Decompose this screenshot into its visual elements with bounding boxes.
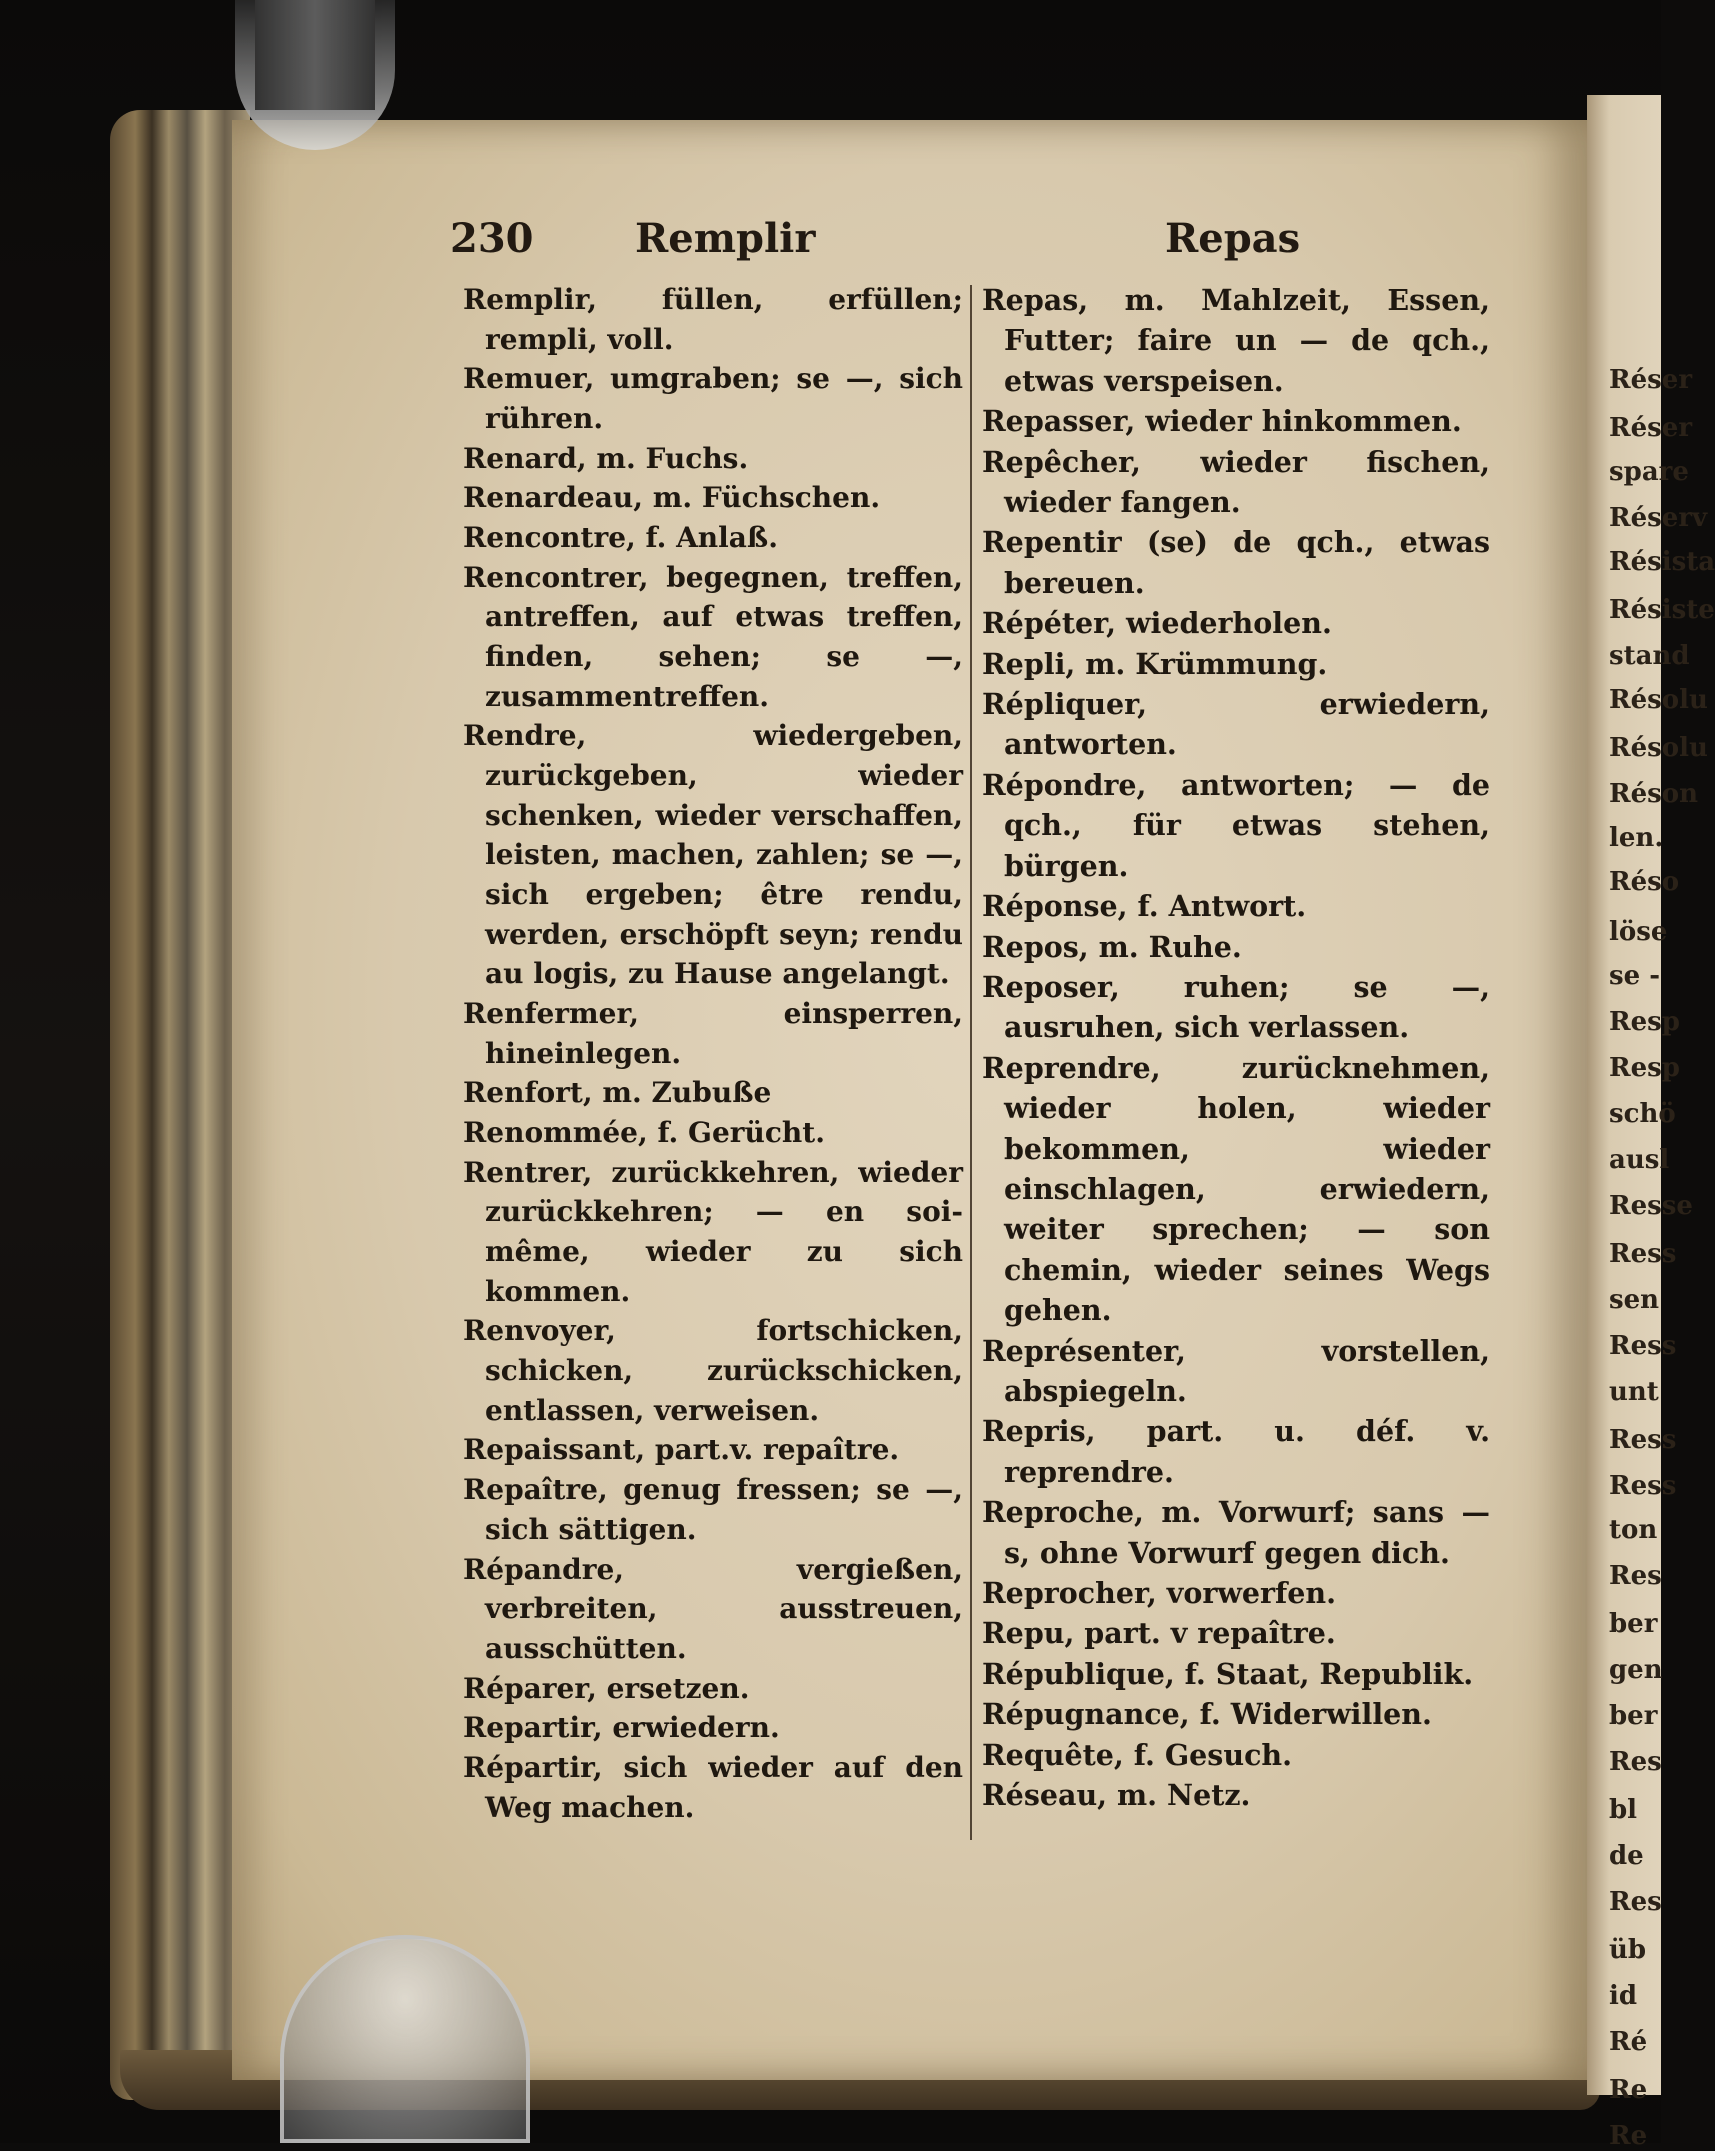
adjacent-page-fragment: ber: [1609, 1701, 1658, 1731]
adjacent-page-fragment: Resp: [1609, 1053, 1680, 1083]
adjacent-page-fragment: Réser: [1609, 365, 1693, 395]
dictionary-entry: Repas, m. Mahlzeit, Essen, Futter; faire un — de qch., etwas verspeisen.: [982, 283, 1490, 398]
dictionary-entry: Répliquer, erwiedern, antworten.: [982, 687, 1490, 762]
left-guide-word: Remplir: [635, 215, 816, 262]
dictionary-entry: Repaissant, part.v. repaître.: [463, 1433, 900, 1467]
dictionary-entry: Remplir, füllen, erfüllen; rempli, voll.: [463, 283, 963, 356]
dictionary-entry: Repos, m. Ruhe.: [982, 929, 1242, 964]
adjacent-page-strip: [1587, 95, 1715, 2151]
adjacent-page-fragment: Re: [1609, 2075, 1648, 2105]
adjacent-page-fragment: id: [1609, 1981, 1638, 2011]
dictionary-entry: Renvoyer, fortschicken, schicken, zurückschicken, entlassen, verweisen.: [463, 1314, 963, 1427]
dictionary-entry: Représenter, vorstellen, abspiegeln.: [982, 1333, 1490, 1408]
dictionary-entry: Réseau, m. Netz.: [982, 1778, 1251, 1813]
dictionary-entry: Repasser, wieder hinkommen.: [982, 404, 1462, 439]
adjacent-page-fragment: stand: [1609, 641, 1690, 671]
dictionary-entry: Renard, m. Fuchs.: [463, 441, 749, 475]
adjacent-page-fragment: Réson: [1609, 779, 1699, 809]
dictionary-entry: Rentrer, zurückkehren, wieder zurückkehren; — en soi-même, wieder zu sich kommen.: [463, 1155, 963, 1308]
adjacent-page-fragment: Ress: [1609, 1471, 1677, 1501]
adjacent-page-fragment: Res: [1609, 1561, 1662, 1591]
adjacent-page-fragment: len.: [1609, 823, 1664, 853]
dictionary-entry: Repaître, genug fressen; se —, sich sättigen.: [463, 1473, 963, 1546]
dictionary-entry: Remuer, umgraben; se —, sich rühren.: [463, 362, 963, 436]
adjacent-page-fragment: unt: [1609, 1377, 1659, 1407]
adjacent-page-fragment: Résolu: [1609, 733, 1708, 763]
dictionary-entry: Requête, f. Gesuch.: [982, 1737, 1293, 1772]
adjacent-page-fragment: Res: [1609, 1887, 1662, 1917]
dictionary-entry: Renardeau, m. Füchschen.: [463, 481, 881, 515]
right-guide-word: Repas: [1165, 215, 1301, 262]
adjacent-page-fragment: ausl: [1609, 1145, 1670, 1175]
adjacent-page-fragment: se -: [1609, 961, 1661, 991]
adjacent-page-fragment: Re: [1609, 2121, 1648, 2151]
adjacent-page-fragment: Réso: [1609, 867, 1680, 897]
dictionary-entry: Répandre, vergießen, verbreiten, ausstreuen, ausschütten.: [463, 1552, 963, 1665]
adjacent-page-fragment: ton: [1609, 1515, 1658, 1545]
dictionary-entry: Rencontre, f. Anlaß.: [463, 521, 778, 555]
dictionary-entry: Rendre, wiedergeben, zurückgeben, wieder schenken, wieder verschaffen, leisten, machen, zahlen; se —, sich ergeben; être rendu, werden, erschöpft seyn; rendu au logis, zu Hause angelangt.: [463, 719, 963, 991]
dictionary-entry: Répugnance, f. Widerwillen.: [982, 1697, 1432, 1732]
left-column: [463, 280, 963, 1827]
adjacent-page-fragment: de: [1609, 1841, 1644, 1871]
adjacent-page-fragment: Résolu: [1609, 685, 1708, 715]
adjacent-page-fragment: Ress: [1609, 1425, 1677, 1455]
adjacent-page-fragment: ber: [1609, 1609, 1658, 1639]
adjacent-page-fragment: Résista: [1609, 547, 1715, 577]
adjacent-page-fragment: üb: [1609, 1935, 1647, 1965]
page-number: 230: [450, 215, 534, 262]
dictionary-entry: Repris, part. u. déf. v. reprendre.: [982, 1414, 1490, 1489]
dictionary-entry: Renfort, m. Zubuße: [463, 1076, 772, 1110]
adjacent-page-fragment: spare: [1609, 457, 1689, 487]
adjacent-page-fragment: Ress: [1609, 1239, 1677, 1269]
adjacent-page-fragment: gen: [1609, 1655, 1663, 1685]
dictionary-entry: Renommée, f. Gerücht.: [463, 1116, 825, 1150]
adjacent-page-fragment: Ress: [1609, 1331, 1677, 1361]
adjacent-page-fragment: Réser: [1609, 413, 1693, 443]
dictionary-entry: Répéter, wiederholen.: [982, 606, 1332, 641]
dictionary-entry: Reprocher, vorwerfen.: [982, 1576, 1337, 1610]
adjacent-page-fragment: Resp: [1609, 1007, 1680, 1037]
dictionary-entry: Renfermer, einsperren, hineinlegen.: [463, 997, 963, 1070]
column-divider: [970, 285, 972, 1840]
adjacent-page-fragment: Ré: [1609, 2027, 1648, 2057]
adjacent-page-fragment: Réserv: [1609, 503, 1708, 533]
dictionary-entry: Réponse, f. Antwort.: [982, 889, 1307, 924]
dictionary-entry: Repentir (se) de qch., etwas bereuen.: [982, 525, 1490, 600]
dictionary-entry: Reprendre, zurücknehmen, wieder holen, wieder bekommen, wieder einschlagen, erwiedern, weiter sprechen; — son chemin, wieder seines Wegs gehen.: [982, 1050, 1490, 1328]
dictionary-entry: Reproche, m. Vorwurf; sans — s, ohne Vorwurf gegen dich.: [982, 1495, 1490, 1570]
dictionary-entry: Repêcher, wieder fischen, wieder fangen.: [982, 444, 1490, 520]
adjacent-page-fragment: sen: [1609, 1285, 1660, 1315]
dictionary-entry: Répartir, sich wieder auf den Weg machen.: [463, 1750, 963, 1824]
dictionary-entry: Repu, part. v repaître.: [982, 1616, 1336, 1651]
book-page-edges: [110, 110, 250, 2100]
adjacent-page-fragment: schö: [1609, 1099, 1676, 1129]
dictionary-entry: Rencontrer, begegnen, treffen, antreffen, auf etwas treffen, finden, sehen; se —, zusammentreffen.: [463, 560, 963, 713]
adjacent-page-fragment: löse: [1609, 917, 1668, 947]
adjacent-page-fragment: Resse: [1609, 1191, 1693, 1221]
dictionary-entry: Repartir, erwiedern.: [463, 1711, 780, 1745]
running-header: [450, 215, 1301, 275]
dictionary-entry: République, f. Staat, Republik.: [982, 1656, 1474, 1691]
adjacent-page-fragment: Res: [1609, 1747, 1662, 1777]
dictionary-entry: Réparer, ersetzen.: [463, 1671, 750, 1705]
dictionary-entry: Répondre, antworten; — de qch., für etwas stehen, bürgen.: [982, 767, 1490, 883]
right-column: [982, 280, 1490, 1815]
dictionary-entry: Repli, m. Krümmung.: [982, 646, 1328, 681]
adjacent-page-fragment: bl: [1609, 1795, 1638, 1825]
dictionary-entry: Reposer, ruhen; se —, ausruhen, sich verlassen.: [982, 969, 1490, 1045]
adjacent-page-fragment: Résiste: [1609, 595, 1715, 625]
